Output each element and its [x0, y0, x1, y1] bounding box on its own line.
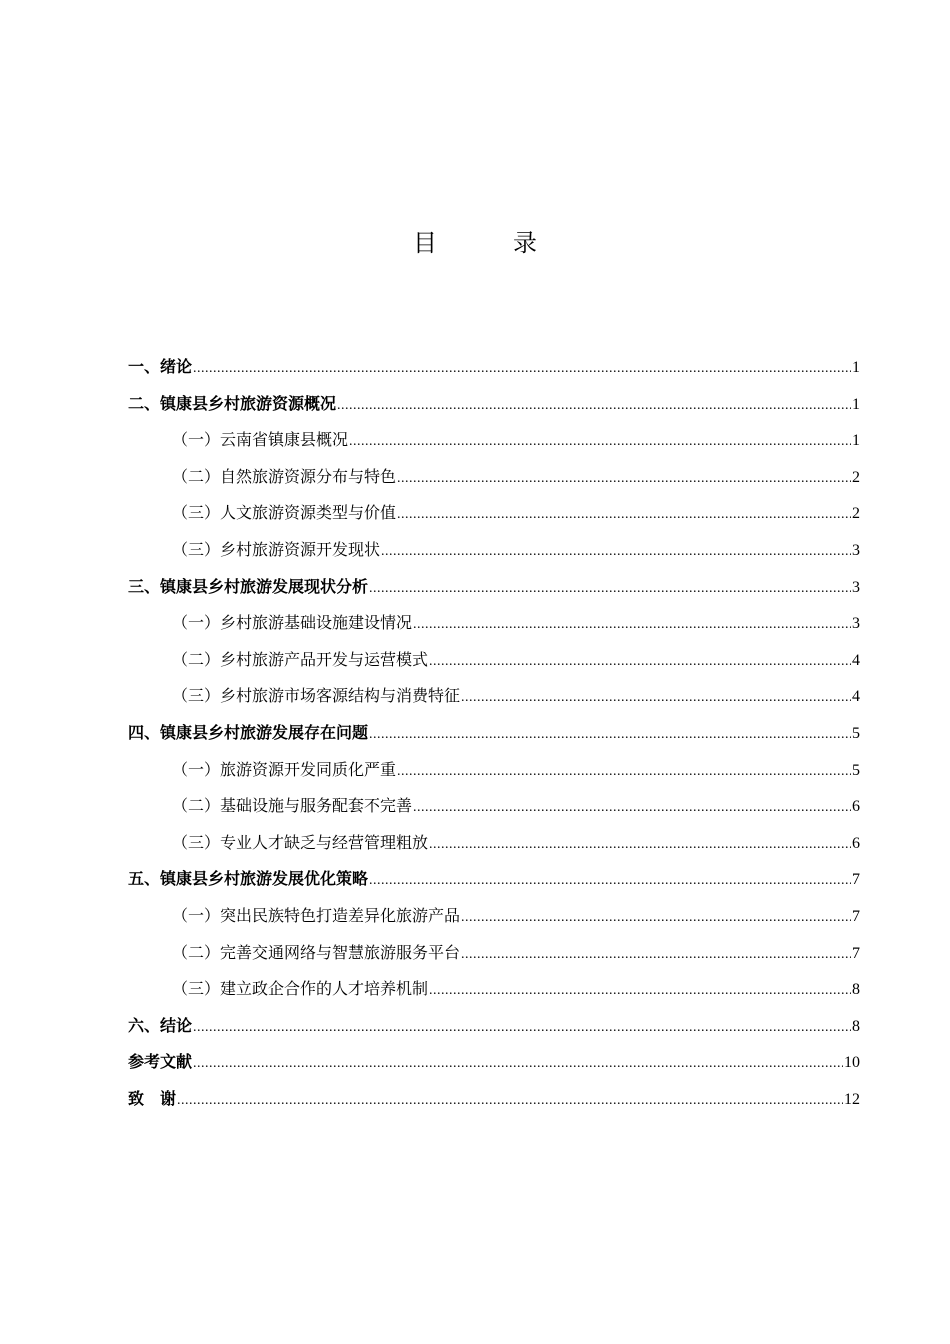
toc-page-number: 2 — [852, 505, 860, 523]
toc-page-number: 7 — [852, 907, 860, 925]
toc-page-number: 1 — [852, 359, 860, 376]
toc-page-number: 8 — [852, 1017, 860, 1035]
toc-dot-leader — [177, 1086, 843, 1116]
toc-entry-title: （三）建立政企合作的人才培养机制 — [172, 979, 429, 999]
toc-dot-leader — [429, 976, 851, 1006]
toc-entry[interactable] — [128, 535, 860, 572]
toc-page-number: 6 — [852, 834, 860, 852]
toc-entry-title: （一）乡村旅游基础设施建设情况 — [172, 613, 413, 633]
toc-entry-title: 四、镇康县乡村旅游发展存在问题 — [128, 722, 369, 742]
toc-dot-leader — [413, 793, 851, 823]
toc-dot-leader — [381, 537, 851, 567]
toc-entry[interactable] — [128, 1011, 860, 1048]
toc-dot-leader — [413, 610, 851, 640]
table-of-contents — [128, 352, 860, 1120]
toc-dot-leader — [397, 500, 851, 530]
toc-entry[interactable] — [128, 864, 860, 901]
toc-entry[interactable] — [128, 681, 860, 718]
toc-entry[interactable] — [128, 462, 860, 499]
toc-page-number: 2 — [852, 468, 860, 486]
toc-entry[interactable] — [128, 938, 860, 975]
toc-page-number: 12 — [844, 1090, 860, 1108]
toc-entry-title: 三、镇康县乡村旅游发展现状分析 — [128, 576, 369, 596]
toc-dot-leader — [429, 830, 851, 860]
toc-page-number: 5 — [852, 761, 860, 779]
toc-entry-title: 参考文献 — [128, 1052, 193, 1072]
toc-entry[interactable] — [128, 755, 860, 792]
toc-entry-title: 二、镇康县乡村旅游资源概况 — [128, 393, 337, 413]
toc-entry[interactable] — [128, 1084, 860, 1121]
toc-dot-leader — [369, 574, 851, 604]
toc-page-number: 3 — [852, 615, 860, 633]
toc-dot-leader — [369, 866, 851, 896]
toc-dot-leader — [349, 427, 851, 457]
toc-page-number: 7 — [852, 871, 860, 889]
toc-dot-leader — [461, 903, 851, 933]
toc-entry[interactable] — [128, 352, 860, 389]
toc-entry[interactable] — [128, 791, 860, 828]
toc-entry[interactable] — [128, 425, 860, 462]
toc-page-number: 5 — [852, 724, 860, 742]
toc-entry-title: 一、绪论 — [128, 357, 193, 376]
toc-dot-leader — [369, 720, 851, 750]
toc-dot-leader — [461, 940, 851, 970]
toc-entry-title: （一）云南省镇康县概况 — [172, 430, 349, 450]
toc-dot-leader — [193, 1013, 851, 1043]
toc-page-number: 4 — [852, 688, 860, 706]
toc-entry-title: （三）乡村旅游资源开发现状 — [172, 539, 381, 559]
toc-entry[interactable] — [128, 572, 860, 609]
toc-page-number: 7 — [852, 944, 860, 962]
toc-entry-title: （三）乡村旅游市场客源结构与消费特征 — [172, 686, 461, 706]
toc-page-number: 1 — [852, 432, 860, 450]
toc-entry[interactable] — [128, 974, 860, 1011]
toc-entry-title: 六、结论 — [128, 1015, 193, 1035]
toc-entry[interactable] — [128, 718, 860, 755]
toc-page-number: 1 — [852, 395, 860, 413]
toc-entry[interactable] — [128, 498, 860, 535]
toc-entry-title: （一）旅游资源开发同质化严重 — [172, 759, 397, 779]
toc-page-number: 6 — [852, 798, 860, 816]
toc-entry-title: （二）基础设施与服务配套不完善 — [172, 796, 413, 816]
toc-dot-leader — [461, 683, 851, 713]
toc-dot-leader — [397, 464, 851, 494]
toc-entry-title: （二）乡村旅游产品开发与运营模式 — [172, 649, 429, 669]
toc-entry-title: 致 谢 — [128, 1088, 177, 1108]
toc-page-number: 3 — [852, 541, 860, 559]
toc-entry[interactable] — [128, 389, 860, 426]
toc-page-number: 8 — [852, 981, 860, 999]
toc-entry-title: 五、镇康县乡村旅游发展优化策略 — [128, 869, 369, 889]
toc-dot-leader — [193, 354, 851, 384]
toc-entry-title: （三）专业人才缺乏与经营管理粗放 — [172, 832, 429, 852]
toc-entry[interactable] — [128, 608, 860, 645]
toc-page-number: 4 — [852, 651, 860, 669]
toc-page-number: 10 — [844, 1054, 860, 1072]
page-title: 目 录 — [413, 229, 563, 257]
toc-entry[interactable] — [128, 901, 860, 938]
toc-entry-title: （二）完善交通网络与智慧旅游服务平台 — [172, 942, 461, 962]
toc-entry-title: （一）突出民族特色打造差异化旅游产品 — [172, 905, 461, 925]
toc-entry-title: （三）人文旅游资源类型与价值 — [172, 503, 397, 523]
toc-dot-leader — [193, 1049, 843, 1079]
toc-entry[interactable] — [128, 828, 860, 865]
toc-dot-leader — [429, 647, 851, 677]
toc-entry[interactable] — [128, 1047, 860, 1084]
toc-page-number: 3 — [852, 578, 860, 596]
toc-entry[interactable] — [128, 645, 860, 682]
toc-entry-title: （二）自然旅游资源分布与特色 — [172, 466, 397, 486]
toc-dot-leader — [337, 391, 851, 421]
toc-dot-leader — [397, 757, 851, 787]
